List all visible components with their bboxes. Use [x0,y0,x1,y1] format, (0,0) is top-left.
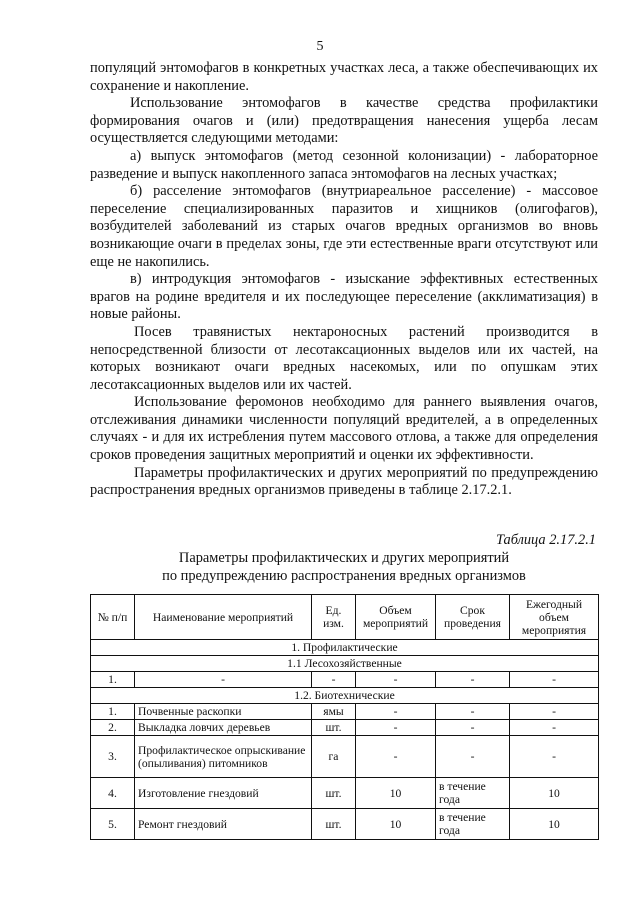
paragraph: Использование феромонов необходимо для раннего выявления очагов, отслеживания динамики численности популяций вредителей, а в определенных случаях - и для их истребления путем массового отлова, а также для определения сроков проведения защитных мероприятий и оценки их эффективности. [90,394,598,464]
cell-name: - [135,672,312,688]
cell-annual: - [510,704,599,720]
table-row [91,672,599,688]
cell-unit: - [312,672,356,688]
cell-annual: 10 [510,778,599,809]
cell-name: Профилактическое опрыскивание (опыливания) питомников [135,736,312,778]
cell-unit: шт. [312,720,356,736]
header-annual: Ежегодный объем мероприятия [510,595,599,640]
cell-term: в течение года [436,809,510,840]
table-header-row [91,595,599,640]
subsection-title: 1.1 Лесохозяйственные [91,656,599,672]
cell-annual: - [510,672,599,688]
paragraph: Параметры профилактических и других мероприятий по предупреждению распространения вредных организмов приведены в таблице 2.17.2.1. [90,464,598,499]
cell-volume: - [356,672,436,688]
paragraph: популяций энтомофагов в конкретных участках леса, а также обеспечивающих их сохранение и накопление. [90,60,598,94]
table-row [91,736,599,778]
cell-annual: 10 [510,809,599,840]
section-row [91,656,599,672]
cell-volume: 10 [356,809,436,840]
cell-unit: га [312,736,356,778]
cell-num: 1. [91,704,135,720]
cell-volume: - [356,720,436,736]
header-volume: Объем мероприятий [356,595,436,640]
paragraph: Посев травянистых нектароносных растений производится в непосредственной близости от лесотаксационных выделов или их частей, на которых возникают очаги вредных насекомых, или по опушкам этих лесотаксационных выделов или их частей. [90,323,598,393]
cell-name: Почвенные раскопки [135,704,312,720]
paragraph: б) расселение энтомофагов (внутриареальное расселение) - массовое переселение специализированных паразитов и хищников (олигофагов), возбудителей заболеваний из старых очагов вредных организмов во вновь возникающие очаги в пределах зоны, где эти естественные враги отсутствуют или еще не накопились. [90,183,598,270]
section-row [91,688,599,704]
table-row [91,809,599,840]
table-title [90,550,598,585]
cell-num: 2. [91,720,135,736]
paragraph: в) интродукция энтомофагов - изыскание эффективных естественных врагов на родине вредителя и их последующее переселение (акклиматизация) в новые районы. [90,271,598,323]
cell-volume: - [356,704,436,720]
header-term: Срок проведения [436,595,510,640]
table-title-line: по предупреждению распространения вредных организмов [162,567,526,584]
cell-annual: - [510,720,599,736]
paragraph: а) выпуск энтомофагов (метод сезонной колонизации) - лабораторное разведение и выпуск накопленного запаса энтомофагов на лесных участках; [90,147,598,182]
table-row [91,778,599,809]
cell-unit: ямы [312,704,356,720]
cell-name: Выкладка ловчих деревьев [135,720,312,736]
page-number: 5 [316,39,324,54]
cell-volume: 10 [356,778,436,809]
subsection-title: 1.2. Биотехнические [91,688,599,704]
parameters-table [90,594,599,840]
section-title: 1. Профилактические [91,640,599,656]
cell-annual: - [510,736,599,778]
cell-num: 5. [91,809,135,840]
cell-term: - [436,704,510,720]
cell-volume: - [356,736,436,778]
paragraph: Использование энтомофагов в качестве средства профилактики формирования очагов и (или) предотвращения нанесения ущерба лесам осуществляется следующими методами: [90,95,598,147]
cell-term: - [436,736,510,778]
table-title-line: Параметры профилактических и других мероприятий [178,550,510,566]
cell-name: Ремонт гнездовий [135,809,312,840]
cell-term: в течение года [436,778,510,809]
table-row [91,704,599,720]
cell-num: 1. [91,672,135,688]
cell-term: - [436,672,510,688]
cell-num: 4. [91,778,135,809]
header-num: № п/п [91,595,135,640]
table-caption: Таблица 2.17.2.1 [496,532,596,548]
section-row [91,640,599,656]
cell-name: Изготовление гнездовий [135,778,312,809]
header-name: Наименование мероприятий [135,595,312,640]
cell-unit: шт. [312,809,356,840]
cell-unit: шт. [312,778,356,809]
cell-term: - [436,720,510,736]
cell-num: 3. [91,736,135,778]
header-unit: Ед. изм. [312,595,356,640]
table-row [91,720,599,736]
body-text [90,60,598,500]
